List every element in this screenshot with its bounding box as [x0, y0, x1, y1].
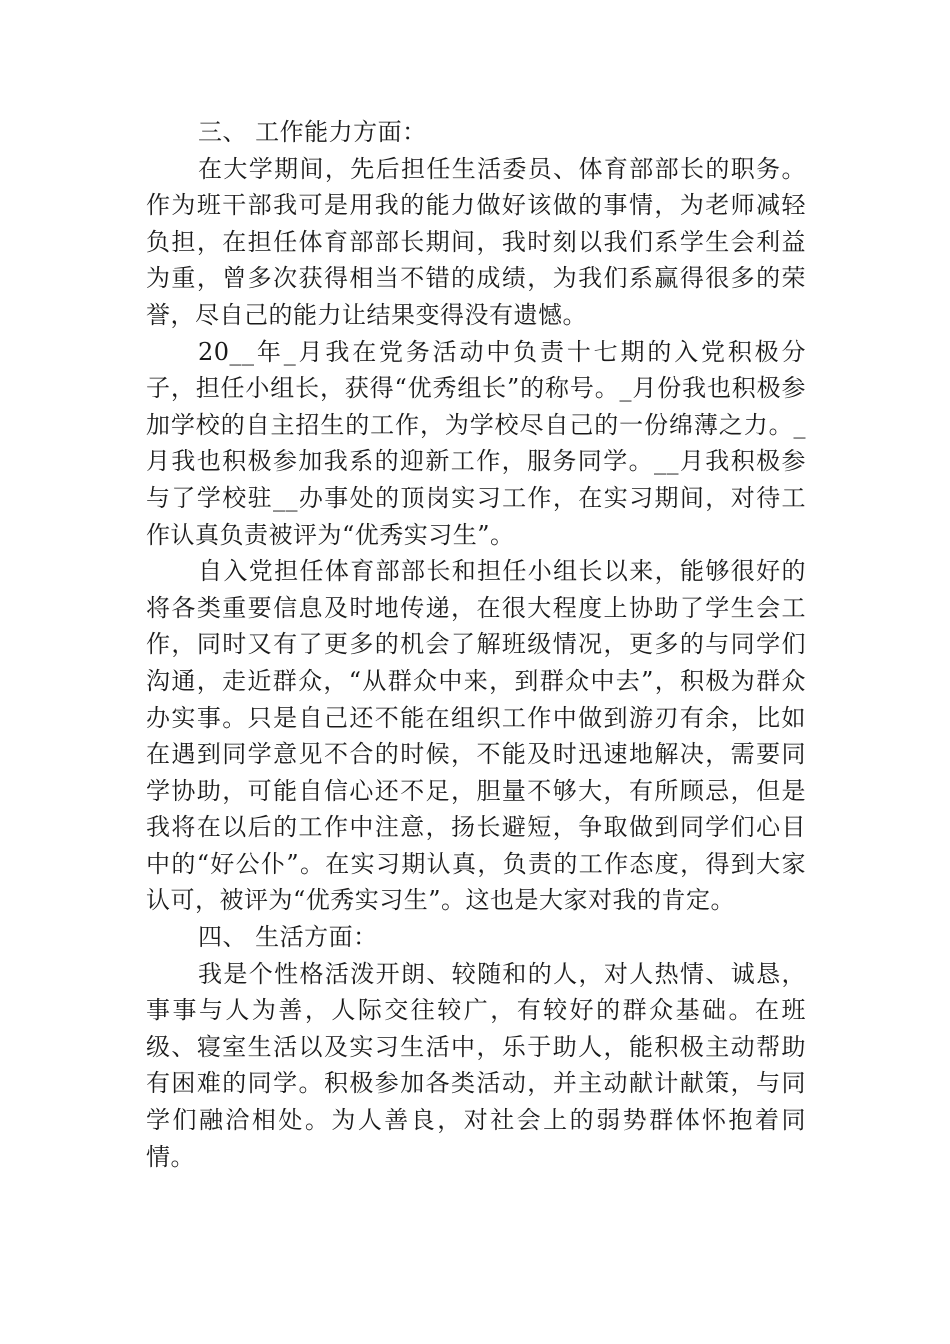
- section3-paragraph-3: 自入党担任体育部部长和担任小组长以来，能够很好的将各类重要信息及时地传递，在很大程度上协助了学生会工作，同时又有了更多的机会了解班级情况，更多的与同学们沟通，走近群众，“从群众中来，到群众中去”，积极为群众办实事。只是自己还不能在组织工作中做到游刃有余，比如在遇到同学意见不合的时候，不能及时迅速地解决，需要同学协助，可能自信心还不足，胆量不够大，有所顾忌，但是我将在以后的工作中注意，扬长避短，争取做到同学们心目中的“好公仆”。在实习期认真，负责的工作态度，得到大家认可，被评为“优秀实习生”。这也是大家对我的肯定。: [146, 557, 806, 915]
- section3-paragraph-1: 在大学期间，先后担任生活委员、体育部部长的职务。作为班干部我可是用我的能力做好该做的事情，为老师减轻负担，在担任体育部部长期间，我时刻以我们系学生会利益为重，曾多次获得相当不错的成绩，为我们系赢得很多的荣誉，尽自己的能力让结果变得没有遗憾。: [146, 154, 806, 329]
- section3-paragraph-2: 20__年_月我在党务活动中负责十七期的入党积极分子，担任小组长，获得“优秀组长”的称号。_月份我也积极参加学校的自主招生的工作，为学校尽自己的一份绵薄之力。_月我也积极参加我系的迎新工作，服务同学。__月我积极参与了学校驻__办事处的顶岗实习工作，在实习期间，对待工作认真负责被评为“优秀实习生”。: [146, 337, 806, 549]
- section3-heading: 三、 工作能力方面：: [198, 118, 427, 146]
- section4-paragraph-1: 我是个性格活泼开朗、较随和的人，对人热情、诚恳，事事与人为善，人际交往较广，有较好的群众基础。在班级、寝室生活以及实习生活中，乐于助人，能积极主动帮助有困难的同学。积极参加各类活动，并主动献计献策，与同学们融洽相处。为人善良，对社会上的弱势群体怀抱着同情。: [146, 959, 806, 1171]
- section4-heading: 四、 生活方面：: [198, 923, 378, 952]
- document-page: [146, 114, 806, 1175]
